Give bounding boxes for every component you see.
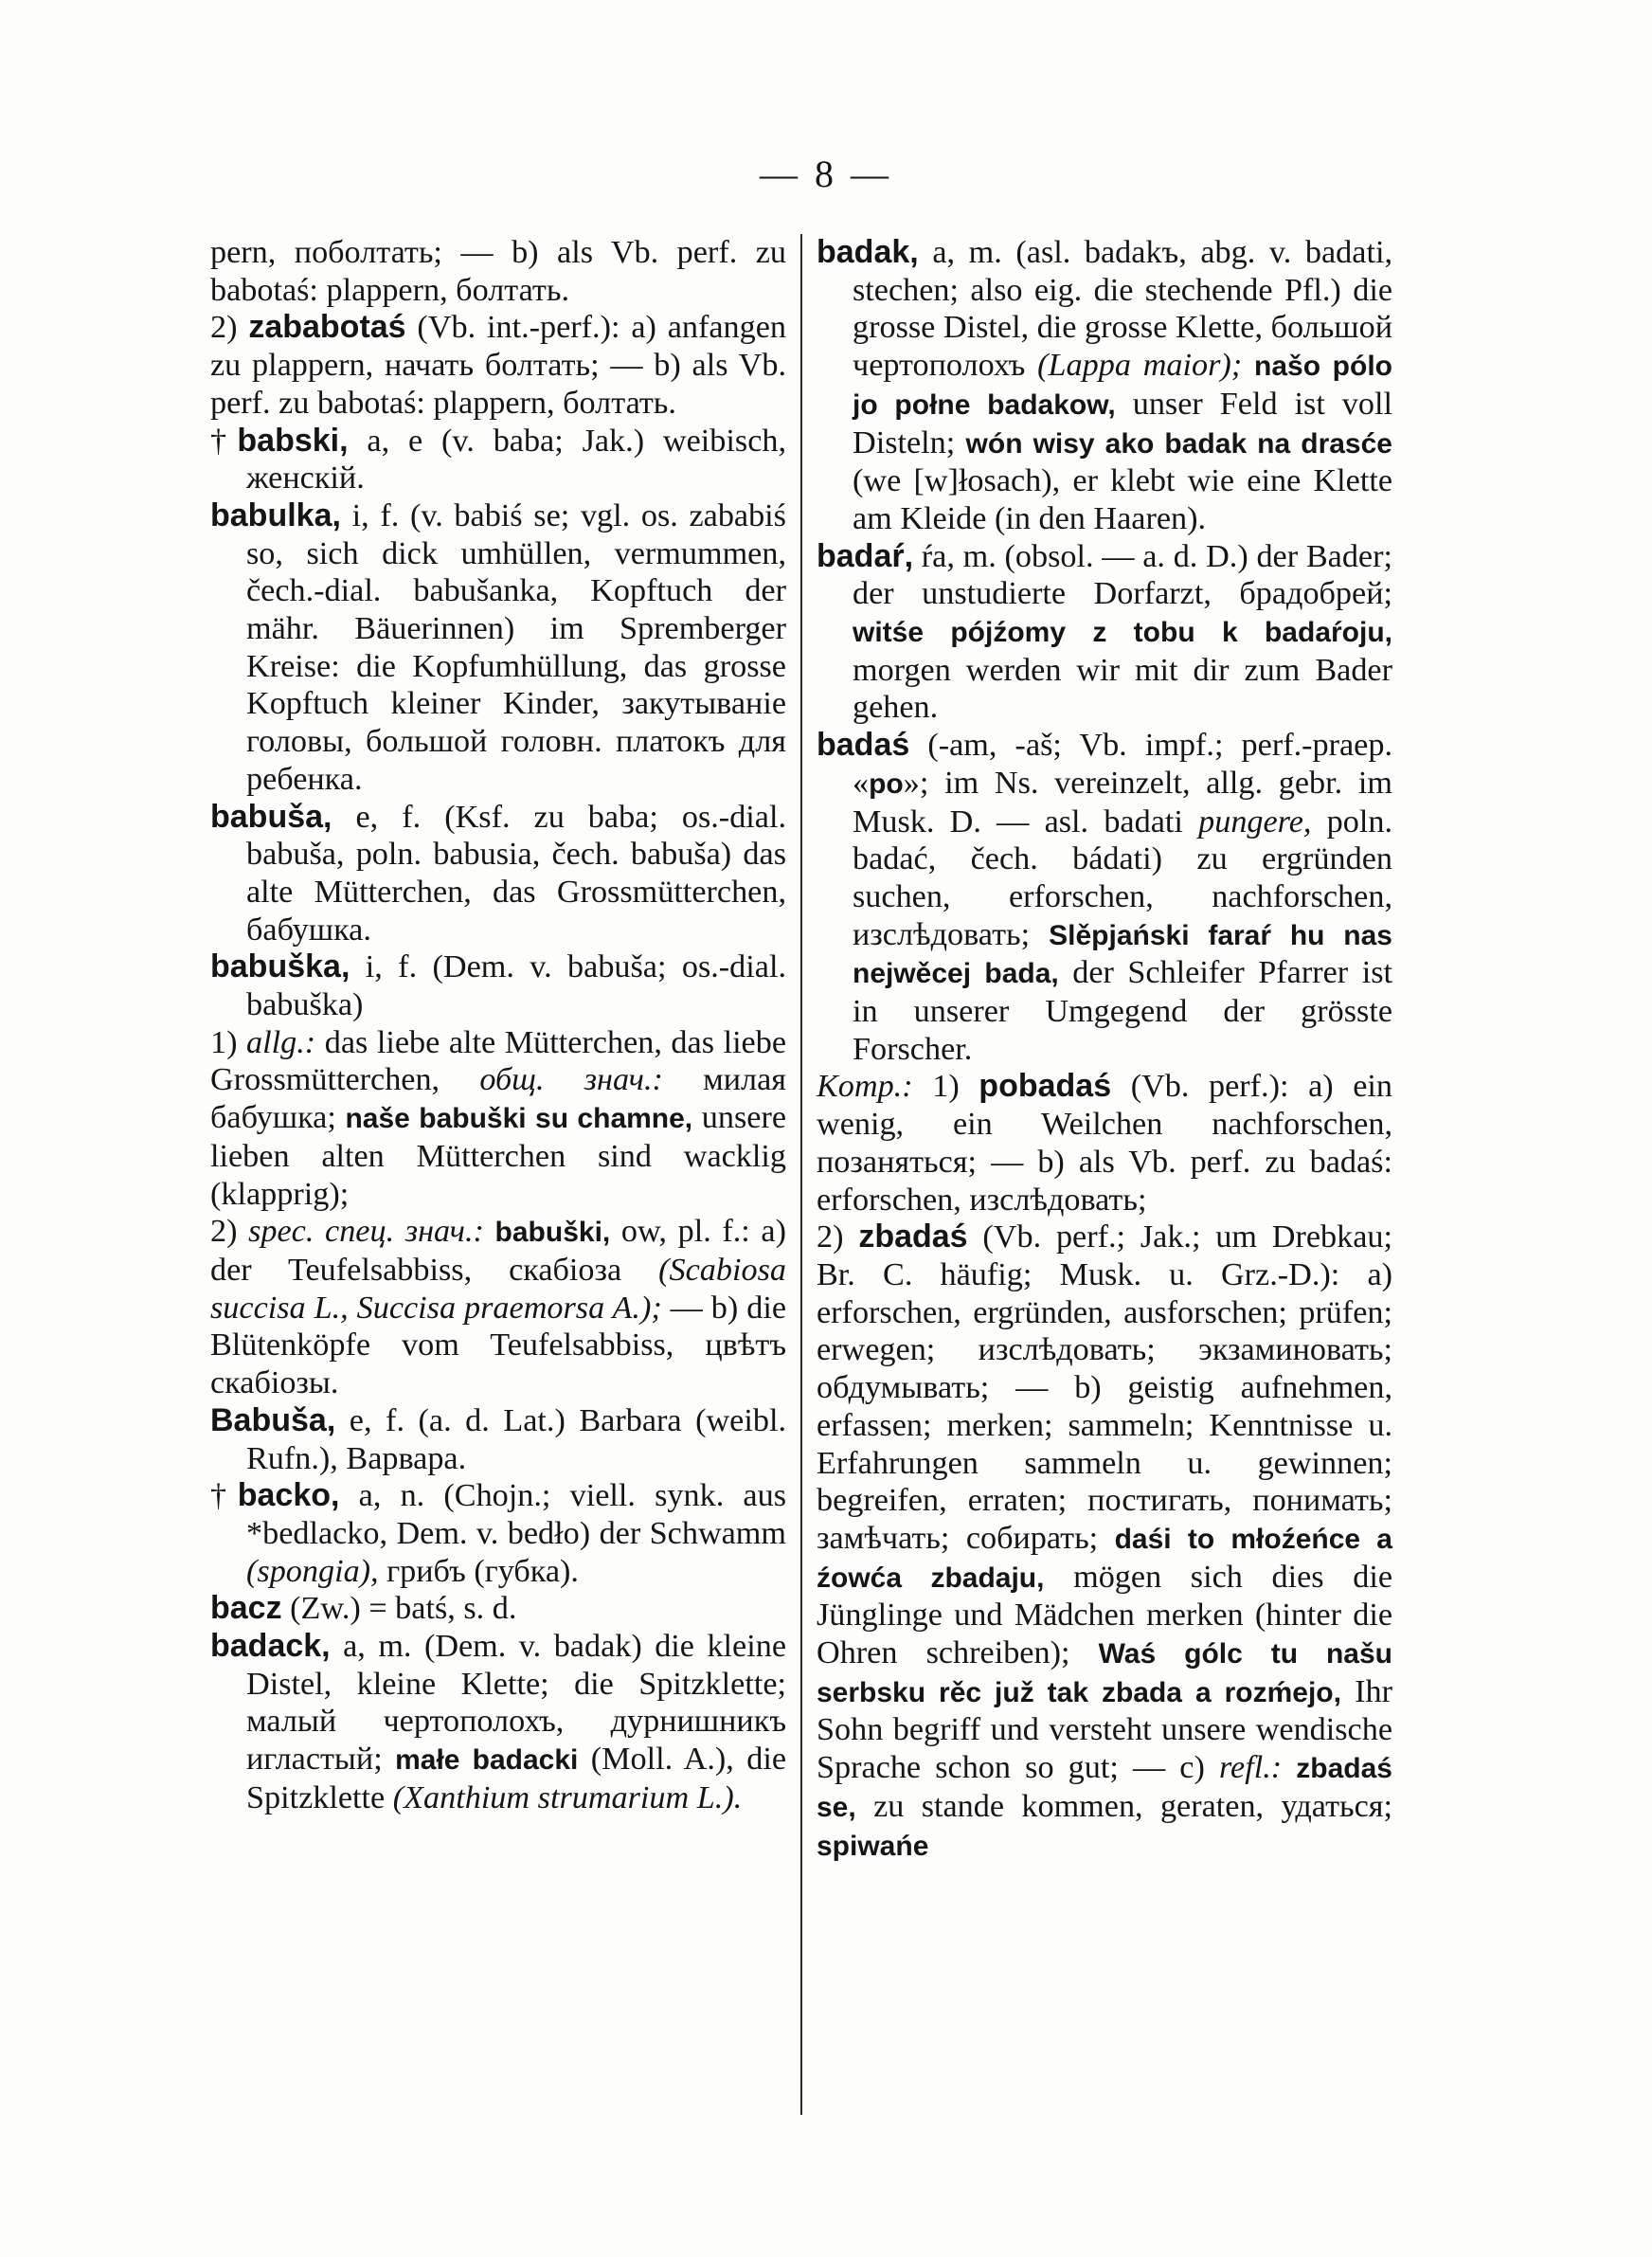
example-text: małe badacki [395,1744,579,1777]
example-text: daśi to młoźeńce a źowća zbadaju, [817,1523,1392,1594]
headword: Babuša, [210,1401,336,1438]
entry-text: mögen sich dies die Jünglinge und Mädchen merken (hinter die Ohren schreiben); [817,1559,1392,1671]
dictionary-entry [210,948,786,1023]
entry-text: (Vb. int.-perf.): a) anfangen zu plappern, начать болтать; — b) als Vb. perf. zu babotaś: plappern, болтать. [210,310,787,421]
dictionary-entry [210,1628,786,1817]
example-text: wón wisy ako badak na drasće [965,427,1392,460]
entry-text: † [210,1478,238,1514]
entry-text [484,1214,495,1249]
entry-text: a, m. (Dem. v. badak) die kleine Distel, kleine Klette; die Spitzklette; малый чертополохъ, дурнишникъ игластый; [246,1629,786,1778]
italic-text: pungere, [1198,803,1312,840]
dictionary-entry [817,727,1392,1068]
dictionary-column-right [817,234,1392,1865]
entry-text: a, n. (Chojn.; viell. synk. aus *bedlacko, Dem. v. bedło) der Schwamm [246,1478,787,1551]
headword: babuška, [210,948,350,985]
dictionary-subentry [210,1024,786,1214]
headword: backo, [237,1477,340,1514]
example-text: Waś gólc tu našu serbsku rěc juž tak zbada a rozḿejo, [817,1638,1392,1708]
headword: bacz [210,1590,282,1627]
entry-text: e, f. (a. d. Lat.) Barbara (weibl. Rufn.), Варвара. [246,1402,786,1476]
dictionary-entry [210,1402,786,1477]
italic-text: общ. знач.: [479,1062,663,1098]
example-text: zbadaś se, [817,1753,1392,1823]
headword: zbadaś [858,1219,968,1255]
entry-text: милая бабушка; [210,1062,787,1136]
italic-text: (Xanthium strumarium L.). [392,1779,743,1815]
entry-text: 2) [210,1214,249,1250]
entry-text: (-am, -aš; Vb. impf.; perf.-praep. « [853,728,1392,801]
italic-text: Komp.: [817,1069,913,1105]
entry-text: poln. badać, čech. bádati) zu ergründen suchen, erforschen, nachforschen, изслѣдовать; [853,803,1393,952]
dictionary-subentry [817,1068,1392,1219]
headword: badaŕ, [817,537,914,574]
entry-text: (Moll. A.), die Spitzklette [246,1742,787,1815]
entry-text: morgen werden wir mit dir zum Bader gehen. [853,652,1392,726]
entry-text: (Vb. perf.): a) ein wenig, ein Weilchen nachforschen, позаняться; — b) als Vb. perf. zu badaś: erforschen, изслѣдовать; [817,1069,1392,1218]
entry-text: † [210,423,238,459]
entry-text: i, f. (v. babiś se; vgl. os. zababiś so, sich dick umhüllen, vermummen, čech.-dial. babušanka, Kopftuch der mähr. Bäuerinnen) im Spremberger Kreise: die Kopfumhüllung, das grosse Kopftuch kleiner Kinder, закутываніе головы, большой головн. платокъ для ребенка. [246,497,786,797]
entry-text: (Vb. perf.; Jak.; um Drebkau; Br. C. häufig; Musk. u. Grz.-D.): a) erforschen, ergründen, ausforschen; prüfen; erwegen; изслѣдовать; экзаминовать; обдумывать; — b) geistig aufnehmen, erfassen; merken; sammeln; Kenntnisse u. Erfahrungen sammeln u. gewinnen; begreifen, erraten; постигать, понимать; замѣчать; собирать; [817,1219,1392,1556]
entry-text: (Zw.) = batś, s. d. [281,1591,517,1627]
entry-text [1282,1750,1296,1785]
dictionary-subentry [210,1213,786,1402]
entry-text: pern, поболтать; — b) als Vb. perf. zu babotaś: plappern, болтать. [210,235,786,308]
dictionary-column-left [210,234,786,1817]
entry-text: ŕa, m. (obsol. — a. d. D.) der Bader; der unstudierte Dorfarzt, брадобрей; [853,538,1392,612]
headword: babuša, [210,798,332,835]
entry-text: 1) [210,1024,247,1060]
example-text: babuški, [494,1217,611,1249]
entry-text: der Schleifer Pfarrer ist in unserer Umgegend der grösste Forscher. [853,955,1392,1067]
example-text: po [869,767,904,800]
headword: badaś [817,727,910,764]
dictionary-entry [210,497,786,799]
entry-text: a, m. (asl. badakъ, abg. v. badati, stechen; also eig. die stechende Pfl.) die grosse Distel, die grosse Klette, большой чертополохъ [853,235,1392,384]
entry-text: zu stande kommen, geraten, удаться; [855,1788,1392,1824]
entry-text: unser Feld ist voll Disteln; [853,386,1392,460]
headword: pobadaś [979,1068,1112,1105]
entry-text: 2) [210,310,249,346]
dictionary-entry [210,423,786,497]
example-text: witśe pójźomy z tobu k badaŕoju, [853,617,1392,649]
entry-text: 2) [817,1219,859,1255]
dictionary-entry [210,1477,786,1590]
column-divider [800,234,802,2115]
headword: badack, [210,1628,331,1665]
headword: babulka, [210,497,341,533]
entry-text: Ihr Sohn begriff und versteht unsere wendische Sprache schon so gut; — c) [817,1673,1392,1786]
example-text: našo pólo jo połne badakow, [853,351,1392,421]
italic-text: allg.: [246,1024,316,1060]
dictionary-subentry [210,309,786,422]
entry-text: — b) die Blütenköpfe vom Teufelsabbiss, цвѣтъ скабіозы. [210,1290,786,1401]
entry-text: i, f. (Dem. v. babuša; os.-dial. babuška) [246,949,786,1023]
entry-text: 1) [912,1069,979,1105]
italic-text: spec. спец. знач.: [248,1214,484,1250]
italic-text: (Scabiosa succisa L., Succisa praemorsa A.); [210,1252,786,1326]
entry-text: unsere lieben alten Mütterchen sind wacklig (klapprig); [210,1100,786,1212]
example-text: naše babuški su chamne, [345,1103,693,1135]
entry-text: das liebe alte Mütterchen, das liebe Grossmütterchen, [210,1024,787,1098]
headword: badak, [817,234,919,270]
page-number: — 8 — [760,153,892,195]
example-text: spiwańe [817,1830,929,1862]
dictionary-continuation [210,234,786,309]
entry-text: ow, pl. f.: a) der Teufelsabbiss, скабіоза [210,1214,786,1288]
entry-text: (we [w]łosach), er klebt wie eine Klette am Kleide (in den Haaren). [853,463,1392,536]
entry-text [1242,348,1254,383]
headword: zababotaś [248,309,406,346]
entry-text: e, f. (Ksf. zu baba; os.-dial. babuša, poln. babusia, čech. babuša) das alte Mütterchen, das Grossmütterchen, бабушка. [246,799,786,948]
entry-text: a, e (v. baba; Jak.) weibisch, женскій. [246,423,787,497]
italic-text: (spongia), [246,1553,379,1589]
entry-text: грибъ (губка). [378,1553,579,1589]
dictionary-entry [817,234,1392,538]
dictionary-entry [210,799,786,949]
example-text: Slěpjański faraŕ hu nas nejwěcej bada, [853,919,1392,990]
italic-text: refl.: [1219,1750,1283,1786]
dictionary-entry [210,1590,786,1628]
entry-text: »; im Ns. vereinzelt, allg. gebr. im Musk. D. — asl. badati [853,765,1392,840]
italic-text: (Lappa maior); [1037,348,1243,384]
dictionary-subentry [817,1219,1392,1865]
dictionary-entry [817,538,1392,728]
headword: babski, [237,422,349,459]
